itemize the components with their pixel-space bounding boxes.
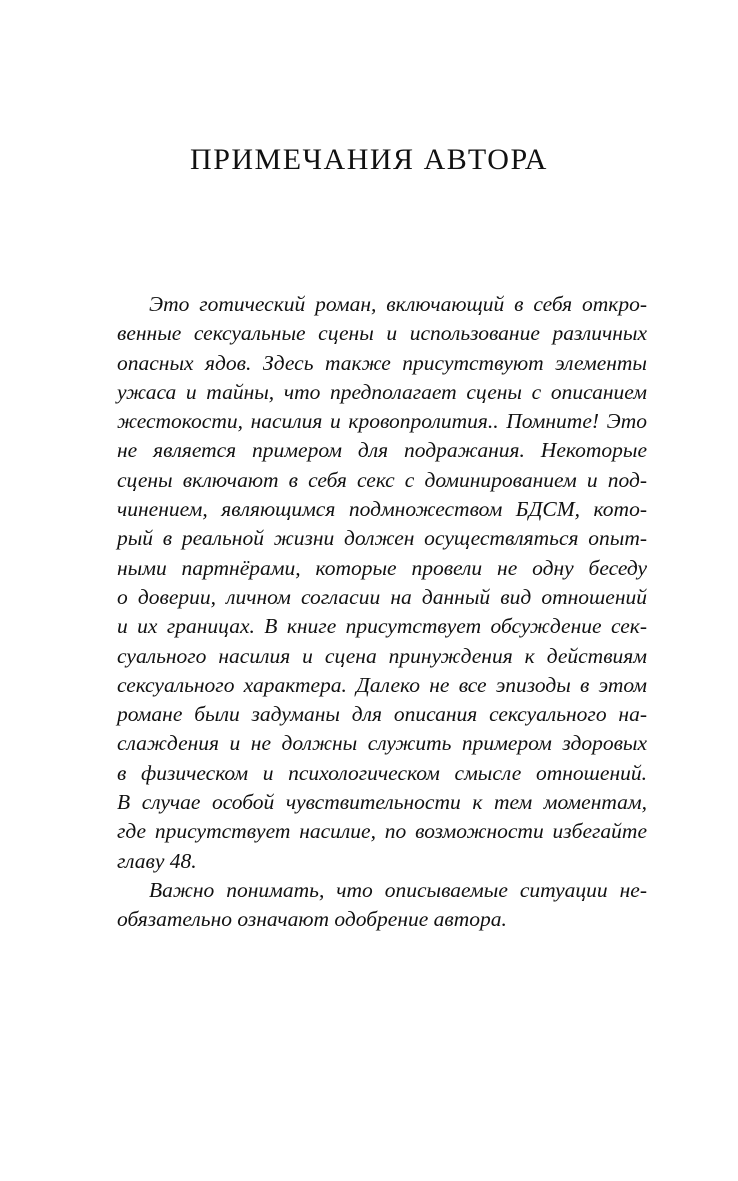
text-line: слаждения и не должны служить примером здоровых	[117, 731, 647, 756]
text-line: чинением, являющимся подмножеством БДСМ, кото-	[117, 497, 647, 522]
author-notes-text	[117, 290, 647, 935]
text-line: опасных ядов. Здесь также присутствуют элементы	[117, 350, 647, 375]
text-line: Это готический роман, включающий в себя откро-	[149, 292, 647, 316]
text-line: В случае особой чувствительности к тем моментам,	[117, 790, 647, 815]
page-title: ПРИМЕЧАНИЯ АВТОРА	[190, 143, 548, 176]
text-line: суального насилия и сцена принуждения к действиям	[117, 643, 647, 668]
text-line: сцены включают в себя секс с доминированием и под-	[117, 467, 647, 492]
text-line: и их границах. В книге присутствует обсуждение сек-	[117, 614, 647, 639]
paragraph-2	[117, 876, 647, 935]
text-line: Важно понимать, что описываемые ситуации не-	[149, 877, 647, 902]
text-line: о доверии, личном согласии на данный вид отношений	[117, 584, 647, 609]
text-line: жестокости, насилия и кровопролития.. Помните! Это	[117, 409, 647, 434]
text-line: ужаса и тайны, что предполагает сцены с описанием	[117, 379, 647, 404]
text-line: рый в реальной жизни должен осуществляться опыт-	[117, 526, 647, 551]
text-line: венные сексуальные сцены и использование различных	[117, 321, 647, 346]
text-line: где присутствует насилие, по возможности избегайте	[117, 819, 647, 844]
paragraph-1	[117, 290, 647, 876]
text-line: романе были задуманы для описания сексуального на-	[117, 702, 647, 727]
text-line: сексуального характера. Далеко не все эпизоды в этом	[117, 672, 647, 697]
text-line: ными партнёрами, которые провели не одну беседу	[117, 555, 647, 580]
text-line: в физическом и психологическом смысле отношений.	[117, 760, 647, 785]
text-line: обязательно означают одобрение автора.	[117, 907, 507, 932]
text-line: не является примером для подражания. Некоторые	[117, 438, 647, 463]
text-line: главу 48.	[117, 848, 197, 873]
